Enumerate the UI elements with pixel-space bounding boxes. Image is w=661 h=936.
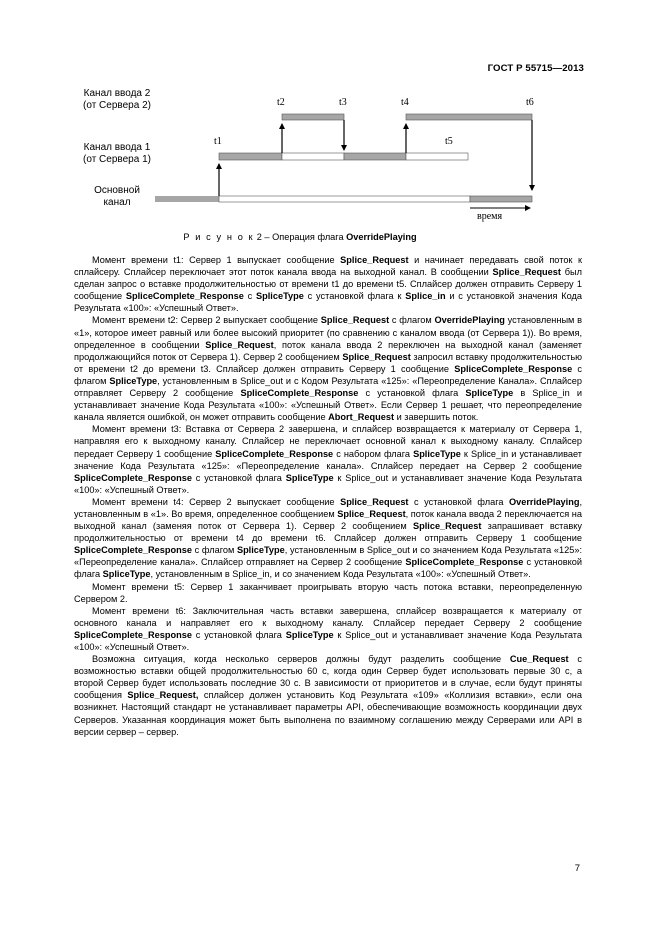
text-run: Момент времени t1: Сервер 1 выпускает сообщение: [92, 255, 341, 265]
body-paragraph: [74, 423, 582, 496]
body-paragraph: [74, 496, 582, 581]
text-run: с установкой флага: [408, 496, 509, 507]
bold-term: SpliceType: [102, 569, 151, 580]
channel1-bar-t3-t4: [344, 153, 406, 160]
channel1-bar-t1-t2: [219, 153, 282, 160]
text-run: Момент времени t6: Заключительная часть вставки завершена, сплайсер возвращается к материалу от основного канала и направляет его к выходному каналу. Сплайсер передает Серверу 2 сообщение: [74, 605, 582, 628]
bold-term: SpliceType: [109, 375, 158, 386]
text-run: был сделан запрос о вставке продолжительностью от времени t1 до времени t5. Сплайсер должен отправить Серверу 1 сообщение: [74, 267, 582, 302]
channel1-label-line2: (от Сервера 1): [83, 154, 151, 165]
text-run: Момент времени t2: Сервер 2 выпускает сообщение: [92, 315, 321, 326]
time-mark-t1: t1: [214, 136, 222, 147]
channel1-bar-t4-t5: [406, 153, 468, 160]
bold-term: Splice_Request: [342, 351, 411, 362]
body-paragraph: [74, 605, 582, 653]
text-run: с возможностью вставки общей продолжительностью 60 с, когда один Сервер будет использовать первые 30 с, а второй Сервер будет использовать последние 30 с. В зависимости от приоритетов и в случае, если будут приняты сообщения: [74, 654, 582, 701]
text-run: с флагом: [389, 315, 435, 326]
channel2-label-line2: (от Сервера 2): [83, 100, 151, 111]
text-run: с установкой флага к: [303, 291, 406, 302]
time-mark-t5: t5: [445, 136, 453, 147]
bold-term: Splice_Request: [340, 255, 409, 265]
bold-term: SpliceType: [465, 388, 514, 399]
document-body: [74, 254, 582, 738]
main-channel-label: [62, 185, 172, 209]
text-run: сплайсер должен установить Код Результата «109» «Коллизия вставки», если она возникнет. Настоящий стандарт не устанавливает параметры API, обеспечивающие возможность координации двух Серверов. Указанная координация может быть выполнена по взаимному соглашению между Серверами или API в версии сервер – сервер.: [74, 690, 582, 737]
text-run: с установкой флага: [191, 629, 286, 640]
bold-term: SpliceComplete_Response: [240, 388, 359, 399]
bold-term: Abort_Request: [328, 412, 395, 423]
time-mark-t3: t3: [339, 97, 347, 108]
figure-caption-text: – Операция флага: [261, 232, 347, 242]
text-run: с установкой флага: [358, 388, 466, 399]
bold-term: SpliceType: [285, 629, 334, 640]
standard-header: ГОСТ Р 55715—2013: [487, 63, 584, 74]
figure-caption-number: 2: [256, 232, 262, 242]
bold-term: Splice_Request: [412, 521, 482, 532]
main-channel-label-line1: Основной: [94, 185, 140, 196]
body-paragraph: [74, 653, 582, 738]
bold-term: SpliceType: [413, 448, 461, 459]
text-run: в Splice_in и устанавливает значение Кода Результата «100»: «Успешный Ответ». Если Сервер 1 решает, что переопределение канала является ошибкой, он может отправить сообщение: [74, 388, 582, 423]
bold-term: SpliceComplete_Response: [74, 629, 192, 640]
bold-term: SpliceType: [256, 291, 304, 302]
channel2-label: [62, 88, 172, 112]
channel2-bar-t2-t3: [282, 114, 344, 120]
text-run: , поток канала ввода 2 переключен на выходной канал (заменяет продолжающийся поток от Сервера 1). Сервер 2 сообщением: [74, 339, 582, 362]
bold-term: SpliceComplete_Response: [405, 557, 524, 568]
bold-term: Splice_in: [405, 291, 446, 302]
text-run: с установкой флага: [74, 557, 582, 580]
text-run: Возможна ситуация, когда несколько серверов должны будут разделить сообщение: [92, 654, 510, 665]
override-timing-diagram: [0, 0, 661, 260]
bold-term: OverridePlaying: [434, 315, 505, 326]
text-run: и с установкой значения Кода Результата «100»: «Успешный Ответ».: [74, 291, 582, 314]
text-run: , установленным в Splice_in, и со значением Кода Результата «100»: «Успешный Ответ».: [150, 569, 531, 580]
text-run: с набором флага: [333, 448, 414, 459]
main-channel-label-line2: канал: [103, 197, 131, 208]
time-mark-t6: t6: [526, 97, 534, 108]
text-run: , установленным в «1». Во время, определенное сообщением: [74, 496, 582, 519]
text-run: , установленным в Splice_out и со значением Кода Результата «125»: «Переопределение канала». Сплайсер отправляет на Сервер 2 сообщение: [74, 545, 583, 568]
bold-term: Splice_Request: [205, 339, 274, 350]
text-run: , установленным в Splice_out и с Кодом Результата «125»: «Переопределение Канала». Сплайсер отправляет Серверу 2 сообщение: [74, 375, 582, 399]
body-paragraph: [74, 581, 582, 605]
body-paragraph: [74, 314, 582, 423]
channel1-label-line1: Канал ввода 1: [83, 142, 151, 153]
channel1-label: [62, 142, 172, 166]
bold-term: SpliceType: [285, 472, 334, 483]
bold-term: Splice_Request: [492, 267, 561, 278]
bold-term: SpliceComplete_Response: [454, 363, 573, 374]
text-run: запросил вставку продолжительностью от времени t2 до времени t3. Сплайсер должен отправить Серверу 1 сообщение: [74, 351, 582, 374]
text-run: установленным в «1», которое имеет равный или более высокий приоритет (по сравнению с каналом ввода (от Сервера 1)). Во время, определенное в сообщении: [74, 315, 583, 350]
text-run: с: [243, 291, 256, 302]
bold-term: SpliceComplete_Response: [215, 448, 334, 459]
text-run: Момент времени t5: Сервер 1 заканчивает проигрывать вторую часть потока вставки, переопределенную Сервером 2.: [74, 581, 582, 604]
bold-term: SpliceComplete_Response: [74, 472, 192, 483]
bold-term: SpliceComplete_Response: [125, 291, 244, 302]
bold-term: Cue_Request: [509, 654, 569, 665]
figure-caption-flag: OverridePlaying: [346, 232, 417, 242]
text-run: к Splice_out и устанавливает значение Кода Результата «100»: «Успешный Ответ».: [74, 629, 582, 652]
bold-term: Splice_Request: [320, 315, 390, 326]
text-run: с флагом: [191, 545, 237, 556]
bold-term: Splice_Request: [340, 496, 409, 507]
main-bar-t1-t6: [219, 196, 470, 202]
body-paragraph: [74, 254, 582, 314]
bold-term: SpliceComplete_Response: [74, 545, 192, 556]
figure-caption-prefix: Р и с у н о к: [183, 232, 255, 242]
text-run: , поток канала ввода 2 переключается на выходной канал (заменяя поток от Сервера 1). Сервер 2 сообщением: [74, 508, 582, 532]
text-run: запрашивает вставку продолжительностью от времени t4 до времени t6. Сплайсер должен отправить Серверу 1 сообщение: [74, 521, 582, 544]
bold-term: Splice_Request: [337, 508, 406, 519]
text-run: и начинает передавать свой поток к сплайсеру. Сплайсер переключает этот поток канала ввода на выходной канал. В сообщении: [74, 255, 582, 278]
time-axis-label: время: [477, 211, 503, 222]
text-run: к Splice_in и устанавливает значение Кода Результата «125»: «Переопределение канала». Сплайсер передает на Сервер 2 сообщение: [74, 448, 582, 471]
bold-term: SpliceType: [236, 545, 285, 556]
channel1-bar-t2-t3: [282, 153, 344, 160]
text-run: Момент времени t3: Вставка от Сервера 2 завершена, и сплайсер возвращается к материалу от Сервера 1, направляя его к выходному каналу. Сплайсер не переключает основной канал к выходному каналу. Сплайсер передает Серверу 1 сообщение: [74, 424, 582, 459]
text-run: с флагом: [74, 363, 582, 386]
timing-diagram-svg: [0, 0, 661, 260]
figure-caption: [0, 232, 600, 242]
bold-term: Splice_Request,: [127, 690, 199, 701]
text-run: и завершить поток.: [394, 412, 479, 423]
text-run: с установкой флага: [191, 472, 286, 483]
text-run: Момент времени t4: Сервер 2 выпускает сообщение: [92, 496, 341, 507]
channel2-label-line1: Канал ввода 2: [83, 88, 151, 99]
time-mark-t4: t4: [401, 97, 409, 108]
text-run: к Splice_out и устанавливает значение Кода Результата «100»: «Успешный Ответ».: [74, 472, 582, 495]
channel2-bar-t4-t6: [406, 114, 532, 120]
main-bar-after-t6: [470, 196, 532, 202]
page-number: 7: [574, 863, 580, 874]
time-mark-t2: t2: [277, 97, 285, 108]
bold-term: OverridePlaying: [508, 496, 580, 507]
